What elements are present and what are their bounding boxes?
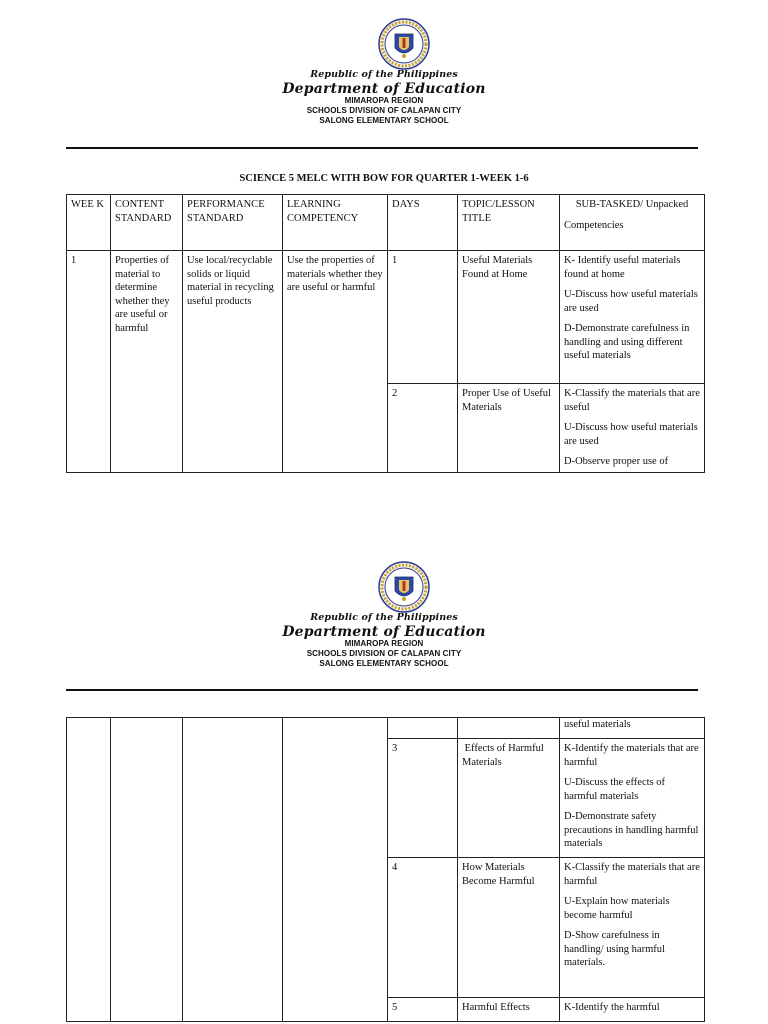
understanding-item: U-Discuss how useful materials are used — [564, 422, 698, 447]
performance-standard-cell — [183, 718, 283, 1022]
doing-item: D-Observe proper use of — [564, 456, 669, 467]
week-cell — [67, 718, 111, 1022]
subtasked-cell — [560, 998, 705, 1022]
header-competencies-label: Competencies — [564, 219, 624, 231]
header-days: DAYS — [388, 195, 458, 251]
topic-cell: Effects of Harmful Materials — [458, 739, 560, 858]
subtasked-cell — [560, 384, 705, 473]
document-title: SCIENCE 5 MELC WITH BOW FOR QUARTER 1-WEEK 1-6 — [239, 173, 529, 184]
understanding-item: U-Discuss how useful materials are used — [564, 289, 698, 314]
republic-label: Republic of the Philippines — [310, 612, 458, 623]
content-standard-cell — [111, 718, 183, 1022]
doing-item: D-Demonstrate safety precautions in handling harmful materials — [564, 811, 699, 849]
deped-seal-icon — [378, 561, 430, 613]
performance-standard-cell: Use local/recyclable solids or liquid material in recycling useful products — [183, 251, 283, 473]
header-week: WEE K — [67, 195, 111, 251]
subtasked-cell — [560, 739, 705, 858]
table-row — [67, 718, 705, 739]
table-row — [67, 251, 705, 384]
day-cell: 5 — [388, 998, 458, 1022]
subtasked-cell — [560, 858, 705, 998]
department-label: Department of Education — [282, 624, 486, 640]
bow-table-page-2 — [66, 717, 705, 1022]
bow-table-page-1 — [66, 194, 705, 473]
understanding-item: U-Explain how materials become harmful — [564, 896, 670, 921]
knowledge-item: K-Identify the harmful — [564, 1002, 660, 1013]
topic-cell: How Materials Become Harmful — [458, 858, 560, 998]
header-divider — [66, 147, 698, 149]
region-label: MIMAROPA REGION — [344, 96, 424, 105]
republic-label: Republic of the Philippines — [310, 69, 458, 80]
day-cell: 4 — [388, 858, 458, 998]
topic-cell: Proper Use of Useful Materials — [458, 384, 560, 473]
deped-seal-icon — [378, 18, 430, 70]
department-label: Department of Education — [282, 81, 486, 97]
doing-item: D-Show carefulness in handling/ using harmful materials. — [564, 930, 665, 968]
knowledge-item: K-Identify the materials that are harmful — [564, 743, 699, 768]
topic-cell: Useful Materials Found at Home — [458, 251, 560, 384]
knowledge-item: K-Classify the materials that are useful — [564, 388, 700, 413]
region-label: MIMAROPA REGION — [344, 639, 424, 648]
content-standard-cell: Properties of material to determine whether they are useful or harmful — [111, 251, 183, 473]
day-cell: 1 — [388, 251, 458, 384]
header-subtasked-label: SUB-TASKED/ Unpacked — [575, 199, 689, 210]
school-label: SALONG ELEMENTARY SCHOOL — [319, 659, 449, 668]
day-cell: 2 — [388, 384, 458, 473]
header-topic: TOPIC/LESSON TITLE — [458, 195, 560, 251]
week-cell: 1 — [67, 251, 111, 473]
header-divider — [66, 689, 698, 691]
doing-item-continued: useful materials — [564, 719, 631, 730]
school-label: SALONG ELEMENTARY SCHOOL — [319, 116, 449, 125]
learning-competency-cell — [283, 718, 388, 1022]
header-subtasked — [560, 195, 705, 251]
division-label: SCHOOLS DIVISION OF CALAPAN CITY — [306, 106, 462, 115]
day-cell — [388, 718, 458, 739]
doing-item: D-Demonstrate carefulness in handling and using different useful materials — [564, 323, 690, 361]
understanding-item: U-Discuss the effects of harmful materials — [564, 777, 665, 802]
subtasked-cell — [560, 718, 705, 739]
subtasked-cell — [560, 251, 705, 384]
day-cell: 3 — [388, 739, 458, 858]
learning-competency-cell: Use the properties of materials whether they are useful or harmful — [283, 251, 388, 473]
knowledge-item: K- Identify useful materials found at home — [564, 255, 681, 280]
topic-cell: Harmful Effects — [458, 998, 560, 1022]
header-content-standard: CONTENT STANDARD — [111, 195, 183, 251]
table-header-row — [67, 195, 705, 251]
division-label: SCHOOLS DIVISION OF CALAPAN CITY — [306, 649, 462, 658]
knowledge-item: K-Classify the materials that are harmful — [564, 862, 700, 887]
topic-cell — [458, 718, 560, 739]
header-performance-standard: PERFORMANCE STANDARD — [183, 195, 283, 251]
header-learning-competency: LEARNING COMPETENCY — [283, 195, 388, 251]
